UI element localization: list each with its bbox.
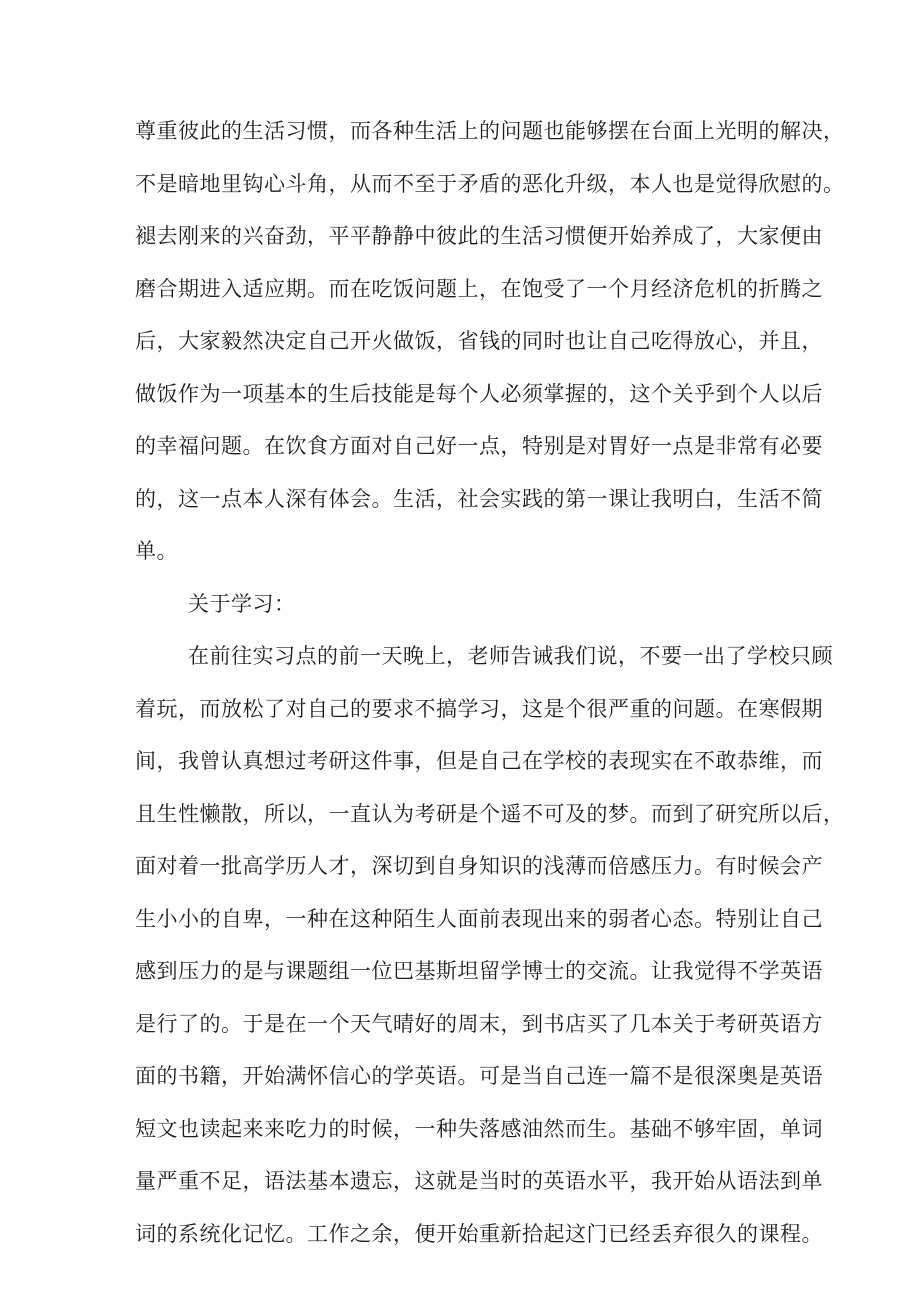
text-line: 做饭作为一项基本的生后技能是每个人必须掌握的，这个关乎到个人以后 xyxy=(135,382,823,406)
text-line: 生小小的自卑，一种在这种陌生人面前表现出来的弱者心态。特别让自己 xyxy=(135,907,823,931)
text-line: 面对着一批高学历人才，深切到自身知识的浅薄而倍感压力。有时候会产 xyxy=(135,854,823,878)
section-heading: 关于学习： xyxy=(188,592,296,616)
text-line: 不是暗地里钩心斗角，从而不至于矛盾的恶化升级，本人也是觉得欣慰的。 xyxy=(135,172,845,196)
text-line: 着玩，而放松了对自己的要求不搞学习，这是个很严重的问题。在寒假期 xyxy=(135,697,823,721)
paragraph-first-line: 在前往实习点的前一天晚上，老师告诫我们说，不要一出了学校只顾 xyxy=(188,644,833,668)
text-line: 且生性懒散，所以，一直认为考研是个遥不可及的梦。而到了研究所以后， xyxy=(135,802,845,826)
text-line: 褪去刚来的兴奋劲，平平静静中彼此的生活习惯便开始养成了，大家便由 xyxy=(135,224,823,248)
text-line: 感到压力的是与课题组一位巴基斯坦留学博士的交流。让我觉得不学英语 xyxy=(135,959,823,983)
text-line: 后，大家毅然决定自己开火做饭，省钱的同时也让自己吃得放心，并且， xyxy=(135,329,823,353)
text-line: 间，我曾认真想过考研这件事，但是自己在学校的表现实在不敢恭维，而 xyxy=(135,749,823,773)
text-line: 面的书籍，开始满怀信心的学英语。可是当自己连一篇不是很深奥是英语 xyxy=(135,1064,823,1088)
text-line: 尊重彼此的生活习惯，而各种生活上的问题也能够摆在台面上光明的解决， xyxy=(135,119,845,143)
text-line: 是行了的。于是在一个天气晴好的周末，到书店买了几本关于考研英语方 xyxy=(135,1012,823,1036)
text-line: 单。 xyxy=(135,539,178,563)
text-line: 的，这一点本人深有体会。生活，社会实践的第一课让我明白，生活不简 xyxy=(135,487,823,511)
text-line: 磨合期进入适应期。而在吃饭问题上，在饱受了一个月经济危机的折腾之 xyxy=(135,277,823,301)
text-line: 短文也读起来来吃力的时候，一种失落感油然而生。基础不够牢固，单词 xyxy=(135,1117,823,1141)
text-line: 的幸福问题。在饮食方面对自己好一点，特别是对胃好一点是非常有必要 xyxy=(135,434,823,458)
text-line: 量严重不足，语法基本遗忘，这就是当时的英语水平，我开始从语法到单 xyxy=(135,1169,823,1193)
text-line: 词的系统化记忆。工作之余，便开始重新拾起这门已经丢弃很久的课程。 xyxy=(135,1222,823,1246)
